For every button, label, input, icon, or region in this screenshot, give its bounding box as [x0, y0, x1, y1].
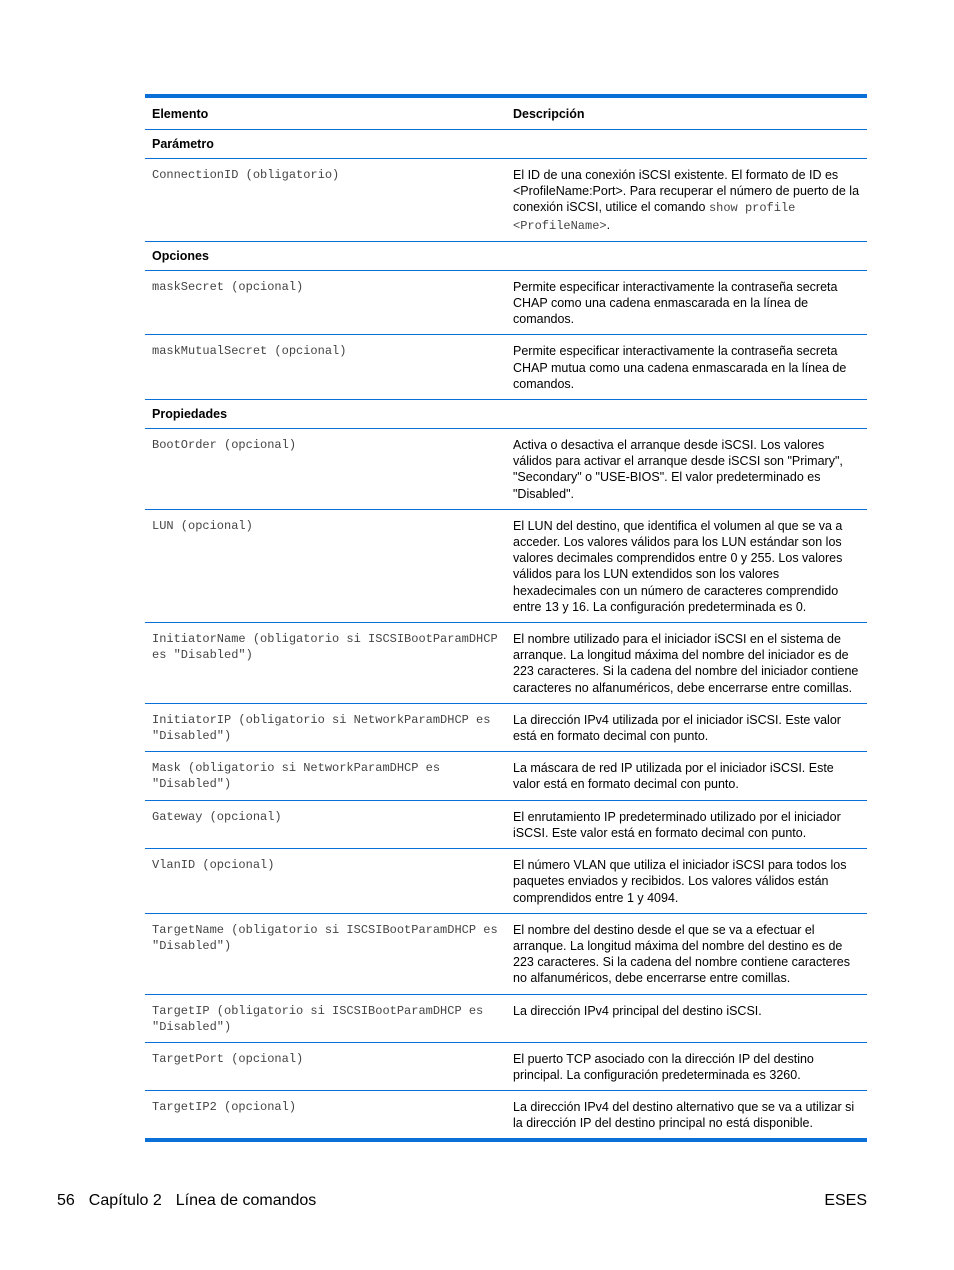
description-cell: El puerto TCP asociado con la dirección IP del destino principal. La configuración predeterminada es 3260.: [513, 1051, 814, 1082]
description-cell: Permite especificar interactivamente la contraseña secreta CHAP mutua como una cadena enmascarada en la línea de comandos.: [513, 344, 847, 391]
table-row: [145, 623, 867, 704]
element-cell: ConnectionID (obligatorio): [152, 168, 340, 182]
parameters-table: [145, 94, 867, 1142]
element-cell: BootOrder (opcional): [152, 438, 297, 453]
element-cell: TargetPort (opcional): [152, 1051, 304, 1066]
description-cell: El LUN del destino, que identifica el volumen al que se va a acceder. Los valores válidos para los LUN estándar son los valores decimales comprendidos entre 0 y 255. Los valores válidos para los LUN extendidos son los valores hexadecimales con un número de caracteres comprendido entre 13 y 16. La configuración predeterminada es 0.: [513, 518, 843, 614]
element-cell: TargetIP (obligatorio si ISCSIBootParamDHCP es "Disabled"): [152, 1003, 484, 1034]
section-row-parametro: [145, 130, 867, 159]
locale-code: ESES: [824, 1192, 867, 1209]
element-cell: maskSecret (opcional): [152, 279, 304, 294]
table-header-row: [145, 96, 867, 130]
section-title: Parámetro: [152, 137, 214, 151]
table-row: [145, 335, 867, 400]
description-cell: La dirección IPv4 utilizada por el iniciador iSCSI. Este valor está en formato decimal con punto.: [513, 712, 841, 744]
element-cell: VlanID (opcional): [152, 858, 275, 873]
description-cell: Permite especificar interactivamente la contraseña secreta CHAP como una cadena enmascarada en la línea de comandos.: [513, 279, 838, 327]
description-cell: La dirección IPv4 principal del destino iSCSI.: [513, 1003, 762, 1018]
description-cell: La dirección IPv4 del destino alternativo que se va a utilizar si la dirección IP del destino principal no está disponible.: [513, 1099, 855, 1131]
page-footer-left: [57, 1192, 330, 1210]
description-cell: El nombre utilizado para el iniciador iSCSI en el sistema de arranque. La longitud máxima del nombre del iniciador es de 223 caracteres. Si la cadena del nombre del iniciador contiene caracteres no alfanuméricos, debe encerrarse entre comillas.: [513, 632, 859, 695]
parameters-table-container: [145, 94, 867, 1142]
header-element: Elemento: [152, 107, 209, 121]
section-row-propiedades: [145, 400, 867, 429]
table-row: [145, 509, 867, 622]
element-cell: LUN (opcional): [152, 518, 253, 533]
table-row: [145, 270, 867, 335]
element-cell: TargetName (obligatorio si ISCSIBootParamDHCP es "Disabled"): [152, 922, 498, 953]
description-text-end: .: [606, 217, 611, 232]
description-text: El ID de una conexión iSCSI existente. El formato de ID es <ProfileName:Port>. Para recuperar el número de puerto de la conexión iSCSI, utilice el comando: [513, 168, 860, 215]
element-cell: InitiatorIP (obligatorio si NetworkParamDHCP es "Disabled"): [152, 712, 491, 743]
element-cell: maskMutualSecret (opcional): [152, 344, 347, 359]
section-row-opciones: [145, 241, 867, 270]
description-cell: El número VLAN que utiliza el iniciador iSCSI para todos los paquetes enviados y recibidos. Los valores válidos están comprendidos entre 1 y 4094.: [513, 858, 847, 905]
element-cell: TargetIP2 (opcional): [152, 1099, 297, 1114]
table-row: [145, 1090, 867, 1140]
table-row: [145, 703, 867, 751]
table-row: [145, 800, 867, 848]
table-row: [145, 752, 867, 800]
table-row: [145, 159, 867, 242]
description-cell: La máscara de red IP utilizada por el iniciador iSCSI. Este valor está en formato decimal con punto.: [513, 761, 834, 792]
table-row: [145, 1042, 867, 1090]
table-row: [145, 429, 867, 510]
command-code: show profile <ProfileName>: [513, 201, 796, 233]
description-cell: Activa o desactiva el arranque desde iSCSI. Los valores válidos para activar el arranque desde iSCSI son "Primary", "Secondary" o "USE-BIOS". El valor predeterminado es "Disabled".: [513, 438, 843, 501]
element-cell: InitiatorName (obligatorio si ISCSIBootParamDHCP es "Disabled"): [152, 632, 498, 663]
description-cell: El nombre del destino desde el que se va a efectuar el arranque. La longitud máxima del nombre del destino es de 223 caracteres. Si la cadena del nombre contiene caracteres no alfanuméricos, debe encerrarse entre comillas.: [513, 922, 850, 986]
element-cell: Gateway (opcional): [152, 809, 282, 824]
chapter-label: Capítulo 2: [88, 1192, 162, 1209]
description-cell: [506, 159, 867, 242]
section-title: Opciones: [152, 248, 209, 263]
table-row: [145, 913, 867, 994]
section-title: Propiedades: [152, 407, 228, 422]
element-cell: Mask (obligatorio si NetworkParamDHCP es "Disabled"): [152, 761, 441, 792]
header-description: Descripción: [513, 107, 585, 121]
table-row: [145, 849, 867, 914]
description-cell: El enrutamiento IP predeterminado utilizado por el iniciador iSCSI. Este valor está en formato decimal con punto.: [513, 809, 841, 840]
table-row: [145, 994, 867, 1042]
chapter-title: Línea de comandos: [175, 1192, 317, 1209]
page-number: 56: [57, 1192, 75, 1209]
